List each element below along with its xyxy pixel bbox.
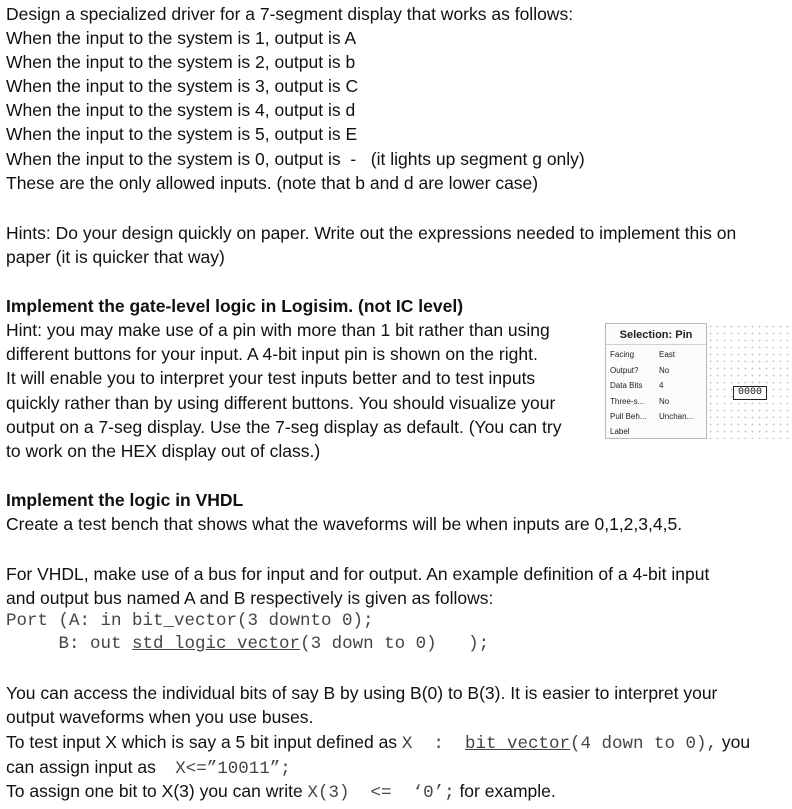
logisim-line-2: different buttons for your input. A 4-bit input pin is shown on the right. bbox=[6, 344, 538, 364]
code-line-2 bbox=[6, 632, 489, 656]
vhdl-line-3: and output bus named A and B respectively is given as follows: bbox=[6, 588, 494, 608]
vhdl-line-5: output waveforms when you use buses. bbox=[6, 707, 314, 727]
intro-line-5: When the input to the system is 4, output is d bbox=[6, 100, 356, 120]
code-line-1: Port (A: in bit_vector(3 downto 0); bbox=[6, 611, 374, 631]
intro-line-6: When the input to the system is 5, output is E bbox=[6, 124, 358, 144]
vhdl-line-1: Create a test bench that shows what the waveforms will be when inputs are 0,1,2,3,4,5. bbox=[6, 514, 683, 534]
logisim-line-6: to work on the HEX display out of class.) bbox=[6, 441, 321, 461]
text-part: To test input X which is say a 5 bit input defined as bbox=[6, 732, 402, 752]
logisim-line-1: Hint: you may make use of a pin with more than 1 bit rather than using bbox=[6, 320, 550, 340]
code-part: (3 down to 0) ); bbox=[300, 634, 490, 654]
canvas-grid bbox=[707, 323, 789, 439]
vhdl-line-4: You can access the individual bits of say B by using B(0) to B(3). It is easier to interpret your bbox=[6, 683, 718, 703]
logisim-line-4: quickly rather than by using different buttons. You should visualize your bbox=[6, 393, 556, 413]
text-part: can assign input as bbox=[6, 757, 176, 777]
prop-value: No bbox=[659, 397, 670, 406]
vhdl-line-6 bbox=[6, 730, 750, 756]
intro-line-2: When the input to the system is 1, output is A bbox=[6, 28, 357, 48]
code-part: B: out bbox=[6, 634, 133, 654]
vhdl-line-2: For VHDL, make use of a bus for input and for output. An example definition of a 4-bit input bbox=[6, 564, 710, 584]
code-part: X : bbox=[401, 734, 465, 754]
code-part: std_logic_vector bbox=[132, 634, 301, 654]
text-part: for example. bbox=[454, 781, 556, 801]
intro-line-1: Design a specialized driver for a 7-segment display that works as follows: bbox=[6, 4, 574, 24]
text-part: you bbox=[717, 732, 751, 752]
code-part: X(3) <= ‘0’; bbox=[307, 783, 455, 803]
logisim-screenshot bbox=[605, 323, 789, 439]
prop-key: Data Bits bbox=[610, 381, 643, 390]
code-part: X<=”10011”; bbox=[175, 759, 291, 779]
hints-line-1: Hints: Do your design quickly on paper. Write out the expressions needed to implement this on bbox=[6, 223, 737, 243]
prop-key: Label bbox=[610, 427, 630, 436]
selection-panel bbox=[605, 323, 707, 439]
prop-value: No bbox=[659, 366, 670, 375]
code-part: bit_vector bbox=[464, 734, 570, 754]
logisim-heading: Implement the gate-level logic in Logisim. (not IC level) bbox=[6, 296, 464, 316]
vhdl-line-8 bbox=[6, 779, 556, 805]
vhdl-line-7 bbox=[6, 755, 291, 781]
prop-key: Three-s... bbox=[610, 397, 645, 406]
logisim-line-5: output on a 7-seg display. Use the 7-seg display as default. (You can try bbox=[6, 417, 562, 437]
code-part: (4 down to 0), bbox=[569, 734, 717, 754]
intro-line-3: When the input to the system is 2, output is b bbox=[6, 52, 356, 72]
intro-line-8: These are the only allowed inputs. (note that b and d are lower case) bbox=[6, 173, 539, 193]
prop-value: Unchan... bbox=[659, 412, 694, 421]
intro-line-4: When the input to the system is 3, output is C bbox=[6, 76, 359, 96]
selection-title: Selection: Pin bbox=[606, 324, 706, 345]
intro-line-7: When the input to the system is 0, output is - (it lights up segment g only) bbox=[6, 149, 585, 169]
prop-key: Output? bbox=[610, 366, 639, 375]
input-pin: 0000 bbox=[733, 386, 767, 400]
logisim-line-3: It will enable you to interpret your test inputs better and to test inputs bbox=[6, 368, 536, 388]
text-part: To assign one bit to X(3) you can write bbox=[6, 781, 308, 801]
hints-line-2: paper (it is quicker that way) bbox=[6, 247, 225, 267]
prop-value: 4 bbox=[659, 381, 664, 390]
prop-key: Pull Beh... bbox=[610, 412, 647, 421]
prop-value: East bbox=[659, 350, 676, 359]
prop-key: Facing bbox=[610, 350, 635, 359]
vhdl-heading: Implement the logic in VHDL bbox=[6, 490, 244, 510]
